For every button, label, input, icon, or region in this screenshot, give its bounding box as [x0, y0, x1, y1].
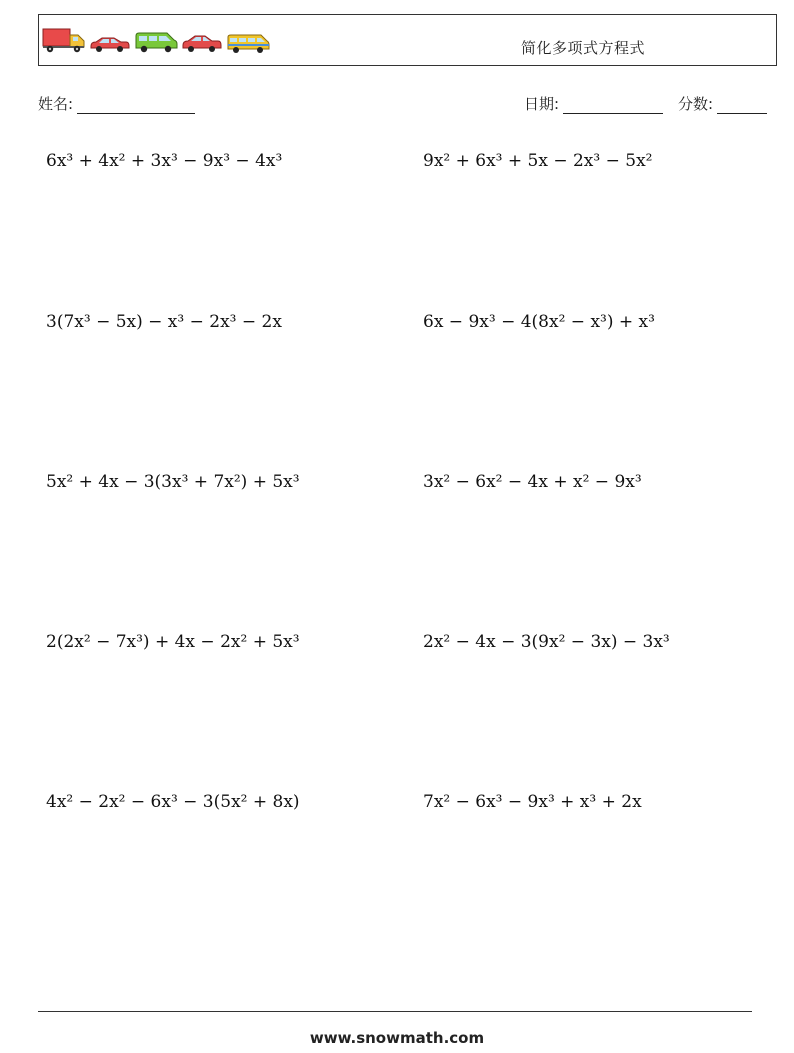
problem-4: 6x − 9x³ − 4(8x² − x³) + x³	[423, 312, 655, 332]
van-icon	[134, 31, 178, 53]
score-field	[678, 93, 767, 114]
name-blank[interactable]	[77, 99, 195, 114]
footer-divider	[38, 1011, 752, 1012]
problem-10: 7x² − 6x³ − 9x³ + x³ + 2x	[423, 792, 642, 812]
score-label: 分数:	[678, 95, 714, 113]
problem-1: 6x³ + 4x² + 3x³ − 9x³ − 4x³	[46, 151, 283, 171]
worksheet-header	[38, 14, 777, 66]
date-label: 日期:	[524, 95, 560, 113]
date-field	[524, 93, 663, 114]
name-label: 姓名:	[38, 95, 74, 113]
problem-9: 4x² − 2x² − 6x³ − 3(5x² + 8x)	[46, 792, 300, 812]
problem-8: 2x² − 4x − 3(9x² − 3x) − 3x³	[423, 632, 670, 652]
score-blank[interactable]	[717, 99, 767, 114]
car-icon	[89, 35, 131, 53]
problem-3: 3(7x³ − 5x) − x³ − 2x³ − 2x	[46, 312, 282, 332]
vehicle-strip	[42, 27, 270, 53]
footer-site[interactable]: www.snowmath.com	[309, 1029, 485, 1047]
problem-5: 5x² + 4x − 3(3x³ + 7x²) + 5x³	[46, 472, 300, 492]
problem-7: 2(2x² − 7x³) + 4x − 2x² + 5x³	[46, 632, 300, 652]
bus-icon	[226, 33, 270, 53]
name-field	[38, 93, 195, 114]
date-blank[interactable]	[563, 99, 663, 114]
car-icon	[181, 33, 223, 53]
problem-6: 3x² − 6x² − 4x + x² − 9x³	[423, 472, 642, 492]
problem-2: 9x² + 6x³ + 5x − 2x³ − 5x²	[423, 151, 653, 171]
page-title: 简化多项式方程式	[521, 39, 646, 57]
truck-icon	[42, 27, 86, 53]
